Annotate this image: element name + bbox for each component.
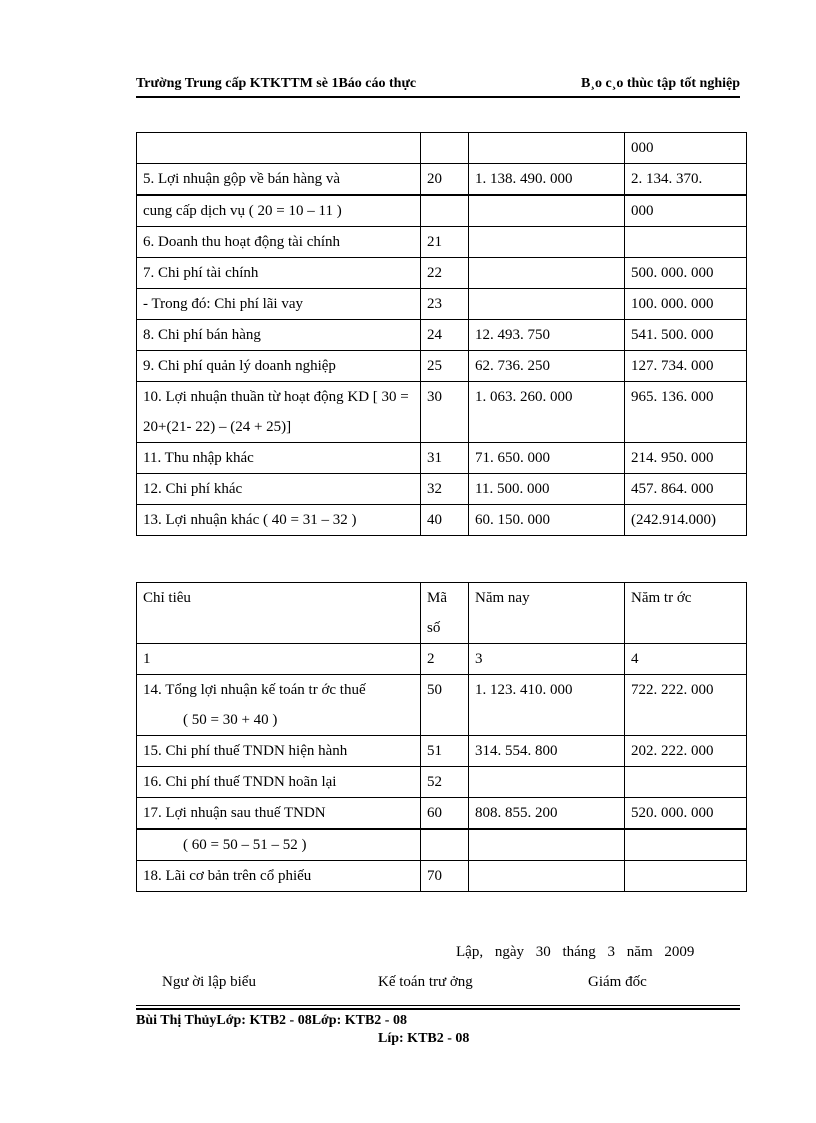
page-header [136, 76, 740, 96]
table-cell: 9. Chi phí quản lý doanh nghiệp [137, 351, 421, 382]
table-cell [469, 227, 625, 258]
table-cell: 13. Lợi nhuận khác ( 40 = 31 – 32 ) [137, 505, 421, 536]
table-cell: 11. 500. 000 [469, 474, 625, 505]
table-cell: 30 [421, 382, 469, 443]
table-cell [625, 861, 747, 892]
table-cell: 214. 950. 000 [625, 443, 747, 474]
table-row [137, 861, 747, 892]
table-cell: 50 [421, 675, 469, 736]
table-cell: 1. 138. 490. 000 [469, 164, 625, 196]
table-cell [625, 767, 747, 798]
table-row [137, 736, 747, 767]
table-cell: 8. Chi phí bán hàng [137, 320, 421, 351]
header-rule [136, 96, 740, 98]
table-cell: cung cấp dịch vụ ( 20 = 10 – 11 ) [137, 195, 421, 227]
table-cell [421, 829, 469, 861]
table-cell [469, 258, 625, 289]
table-cell: 500. 000. 000 [625, 258, 747, 289]
table-cell: 18. Lãi cơ bản trên cổ phiếu [137, 861, 421, 892]
table-cell: 7. Chi phí tài chính [137, 258, 421, 289]
table-row [137, 474, 747, 505]
table-cell [469, 133, 625, 164]
table-index-row [137, 644, 747, 675]
table-cell: 722. 222. 000 [625, 675, 747, 736]
income-statement-table-part1 [136, 132, 747, 536]
table-cell: 40 [421, 505, 469, 536]
signature-accountant: Kế toán trư ởng [378, 974, 473, 990]
table-cell [421, 195, 469, 227]
column-header: Năm nay [469, 583, 625, 644]
table-cell [137, 133, 421, 164]
table-cell: 6. Doanh thu hoạt động tài chính [137, 227, 421, 258]
table-cell: 17. Lợi nhuận sau thuế TNDN [137, 798, 421, 830]
signature-preparer: Ngư ời lập biểu [162, 974, 256, 990]
table-cell: 16. Chi phí thuế TNDN hoãn lại [137, 767, 421, 798]
table-cell: - Trong đó: Chi phí lãi vay [137, 289, 421, 320]
table-cell: 457. 864. 000 [625, 474, 747, 505]
header-right-text: B¸o c¸o thùc tập tốt nghiệp [580, 76, 740, 91]
table-row [137, 829, 747, 861]
row-label: 14. Tổng lợi nhuận kế toán tr ớc thuế [143, 682, 366, 698]
table-cell [421, 133, 469, 164]
table-row [137, 195, 747, 227]
table-cell: 1. 123. 410. 000 [469, 675, 625, 736]
signature-director: Giám đốc [588, 974, 647, 990]
table-cell: 31 [421, 443, 469, 474]
footer-rule [136, 1005, 740, 1006]
table-cell: 4 [625, 644, 747, 675]
signature-date: Lập, ngày 30 tháng 3 năm 2009 [456, 944, 695, 960]
table-cell: 52 [421, 767, 469, 798]
table-cell: 12. 493. 750 [469, 320, 625, 351]
table-cell: ( 60 = 50 – 51 – 52 ) [137, 829, 421, 861]
table-cell: 51 [421, 736, 469, 767]
table-cell: 000 [625, 133, 747, 164]
table-cell [137, 675, 421, 736]
table-cell: 2 [421, 644, 469, 675]
row-formula: ( 50 = 30 + 40 ) [183, 712, 278, 728]
table-row [137, 443, 747, 474]
table-cell: 100. 000. 000 [625, 289, 747, 320]
table-cell: 520. 000. 000 [625, 798, 747, 830]
footer-text: Bùi Thị ThủyLớp: KTB2 - 08Lớp: KTB2 - 08 [136, 1013, 407, 1028]
table-row [137, 351, 747, 382]
table-cell: 000 [625, 195, 747, 227]
table-cell [469, 767, 625, 798]
table-cell: 23 [421, 289, 469, 320]
table-cell [469, 829, 625, 861]
table-cell: 60 [421, 798, 469, 830]
header-left-text: Trường Trung cấp KTKTTM sè 1Báo cáo thực [136, 76, 417, 91]
table-cell: 202. 222. 000 [625, 736, 747, 767]
table-cell: 2. 134. 370. [625, 164, 747, 196]
table-cell: 62. 736. 250 [469, 351, 625, 382]
table-cell: 71. 650. 000 [469, 443, 625, 474]
table-cell: 15. Chi phí thuế TNDN hiện hành [137, 736, 421, 767]
footer-text: Líp: KTB2 - 08 [378, 1031, 470, 1046]
income-statement-table-part2 [136, 582, 747, 892]
table-cell: 1. 063. 260. 000 [469, 382, 625, 443]
table-row [137, 289, 747, 320]
table-row [137, 798, 747, 830]
table-row [137, 505, 747, 536]
column-header: Mã số [421, 583, 469, 644]
table-cell: 808. 855. 200 [469, 798, 625, 830]
table-cell: 22 [421, 258, 469, 289]
table-cell: 5. Lợi nhuận gộp về bán hàng và [137, 164, 421, 196]
table-row [137, 382, 747, 443]
table-cell [469, 861, 625, 892]
footer-rule [136, 1008, 740, 1010]
column-header: Năm tr ớc [625, 583, 747, 644]
table-cell: 11. Thu nhập khác [137, 443, 421, 474]
table-header-row [137, 583, 747, 644]
table-cell: 12. Chi phí khác [137, 474, 421, 505]
table-cell [625, 829, 747, 861]
table-cell: 965. 136. 000 [625, 382, 747, 443]
column-header: Chỉ tiêu [137, 583, 421, 644]
table-cell [625, 227, 747, 258]
table-cell: 25 [421, 351, 469, 382]
table-row [137, 258, 747, 289]
table-cell: 32 [421, 474, 469, 505]
table-row [137, 767, 747, 798]
table-cell [469, 195, 625, 227]
table-row [137, 675, 747, 736]
table-cell: 20 [421, 164, 469, 196]
table-cell: 10. Lợi nhuận thuần từ hoạt động KD [ 30 = 20+(21- 22) – (24 + 25)] [137, 382, 421, 443]
table-row [137, 320, 747, 351]
table-cell: 541. 500. 000 [625, 320, 747, 351]
table-row [137, 227, 747, 258]
table-cell: 24 [421, 320, 469, 351]
table-cell [469, 289, 625, 320]
table-cell: 3 [469, 644, 625, 675]
table-cell: 70 [421, 861, 469, 892]
table-row [137, 133, 747, 164]
table-cell: 314. 554. 800 [469, 736, 625, 767]
table-cell: 60. 150. 000 [469, 505, 625, 536]
table-cell: (242.914.000) [625, 505, 747, 536]
table-cell: 127. 734. 000 [625, 351, 747, 382]
table-cell: 1 [137, 644, 421, 675]
table-row [137, 164, 747, 196]
table-cell: 21 [421, 227, 469, 258]
